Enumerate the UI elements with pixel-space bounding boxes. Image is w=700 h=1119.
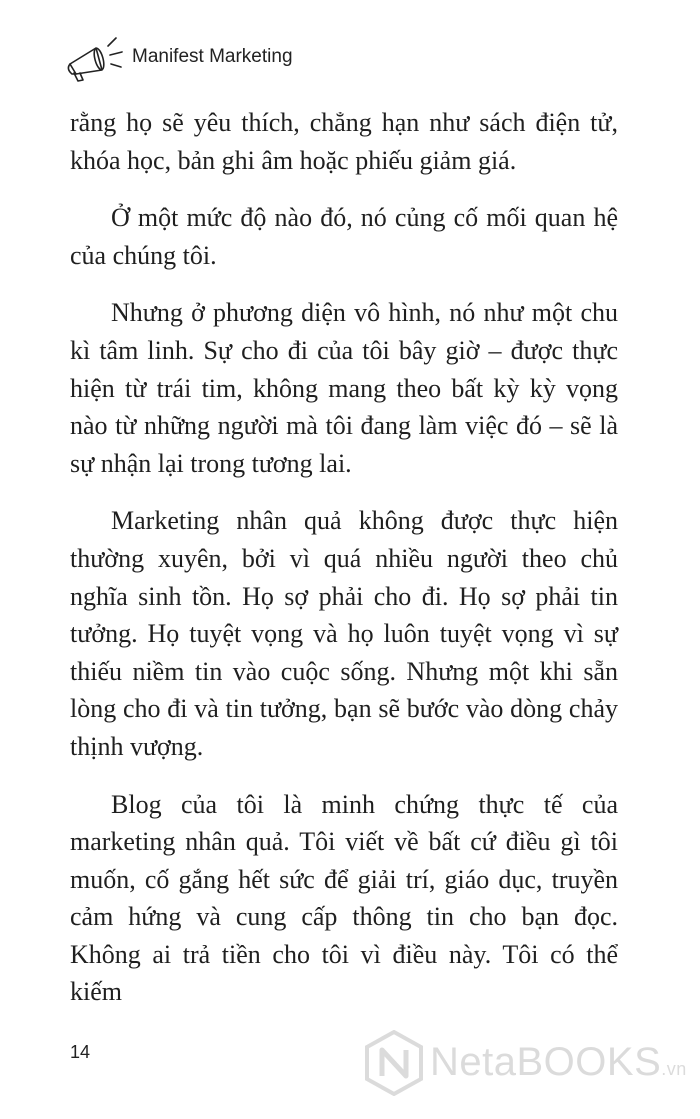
page-number: 14 — [70, 1042, 91, 1062]
watermark — [364, 1028, 687, 1098]
watermark-brand — [430, 1040, 687, 1085]
watermark-brand-name: NetaBOOKS — [430, 1040, 662, 1084]
watermark-brand-tld: .vn — [661, 1059, 687, 1079]
netabooks-logo-icon — [364, 1030, 424, 1096]
paragraph-continuation: rằng họ sẽ yêu thích, chẳng hạn như sách điện tử, khóa học, bản ghi âm hoặc phiếu giảm giá. — [70, 108, 618, 175]
megaphone-icon — [62, 34, 128, 84]
running-header — [62, 34, 362, 86]
paragraph: Blog của tôi là minh chứng thực tế của marketing nhân quả. Tôi viết về bất cứ điều gì tôi muốn, cố gắng hết sức để giải trí, giáo dục, truyền cảm hứng và cung cấp thông tin cho bạn đọc. Không ai trả tiền cho tôi vì điều này. Tôi có thể kiếm — [70, 789, 618, 1007]
body-text — [70, 104, 618, 1031]
running-header-title: Manifest Marketing — [132, 46, 293, 67]
paragraph: Nhưng ở phương diện vô hình, nó như một chu kì tâm linh. Sự cho đi của tôi bây giờ – được thực hiện từ trái tim, không mang theo bất kỳ kỳ vọng nào từ những người mà tôi đang làm việc đó – sẽ là sự nhận lại trong tương lai. — [70, 298, 618, 478]
paragraph: Marketing nhân quả không được thực hiện thường xuyên, bởi vì quá nhiều người theo chủ nghĩa sinh tồn. Họ sợ phải cho đi. Họ sợ phải tin tưởng. Họ tuyệt vọng và họ luôn tuyệt vọng vì sự thiếu niềm tin vào cuộc sống. Nhưng một khi sẵn lòng cho đi và tin tưởng, bạn sẽ bước vào dòng chảy thịnh vượng. — [70, 506, 618, 761]
paragraph: Ở một mức độ nào đó, nó củng cố mối quan hệ của chúng tôi. — [70, 203, 618, 270]
